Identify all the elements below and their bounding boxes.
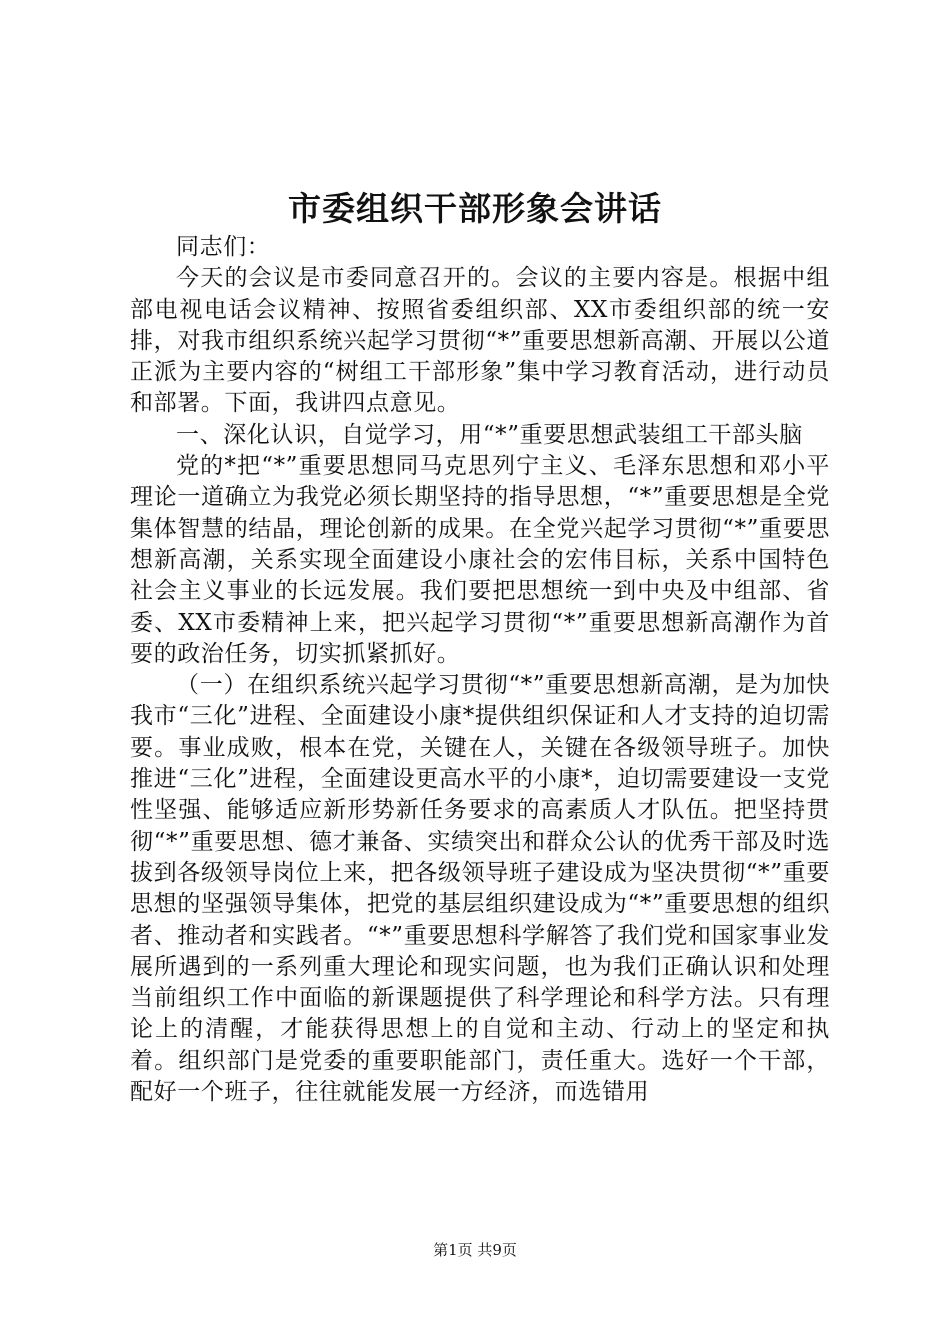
salutation: 同志们： <box>176 234 271 260</box>
paragraph-section-1: 党的*把“*”重要思想同马克思列宁主义、毛泽东思想和邓小平理论一道确立为我党必须长期坚持的指导思想，“*”重要思想是全党集体智慧的结晶，理论创新的成果。在全党兴起学习贯彻“*”重要思想新高潮，关系实现全面建设小康社会的宏伟目标，关系中国特色社会主义事业的长远发展。我们要把思想统一到中央及中组部、省委、XX市委精神上来，把兴起学习贯彻“*”重要思想新高潮作为首要的政治任务，切实抓紧抓好。 <box>130 453 830 667</box>
document-title: 市委组织干部形象会讲话 <box>288 189 662 228</box>
paragraph-intro: 今天的会议是市委同意召开的。会议的主要内容是。根据中组部电视电话会议精神、按照省委组织部、XX市委组织部的统一安排，对我市组织系统兴起学习贯彻“*”重要思想新高潮、开展以公道正派为主要内容的“树组工干部形象”集中学习教育活动，进行动员和部署。下面，我讲四点意见。 <box>130 265 830 417</box>
page-footer: 第1页 共9页 <box>433 1241 517 1259</box>
paragraph-subsection-1: （一）在组织系统兴起学习贯彻“*”重要思想新高潮，是为加快我市“三化”进程、全面建设小康*提供组织保证和人才支持的迫切需要。事业成败，根本在党，关键在人，关键在各级领导班子。加快推进“三化”进程，全面建设更高水平的小康*，迫切需要建设一支党性坚强、能够适应新形势新任务要求的高素质人才队伍。把坚持贯彻“*”重要思想、德才兼备、实绩突出和群众公认的优秀干部及时选拔到各级领导岗位上来，把各级领导班子建设成为坚决贯彻“*”重要思想的坚强领导集体，把党的基层组织建设成为“*”重要思想的组织者、推动者和实践者。“*”重要思想科学解答了我们党和国家事业发展所遇到的一系列重大理论和现实问题，也为我们正确认识和处理当前组织工作中面临的新课题提供了科学理论和科学方法。只有理论上的清醒，才能获得思想上的自觉和主动、行动上的坚定和执着。组织部门是党委的重要职能部门，责任重大。选好一个干部，配好一个班子，往往就能发展一方经济，而选错用 <box>130 672 830 1106</box>
document-body <box>130 232 830 1108</box>
section-heading-1: 一、深化认识，自觉学习，用“*”重要思想武装组工干部头脑 <box>176 421 803 448</box>
